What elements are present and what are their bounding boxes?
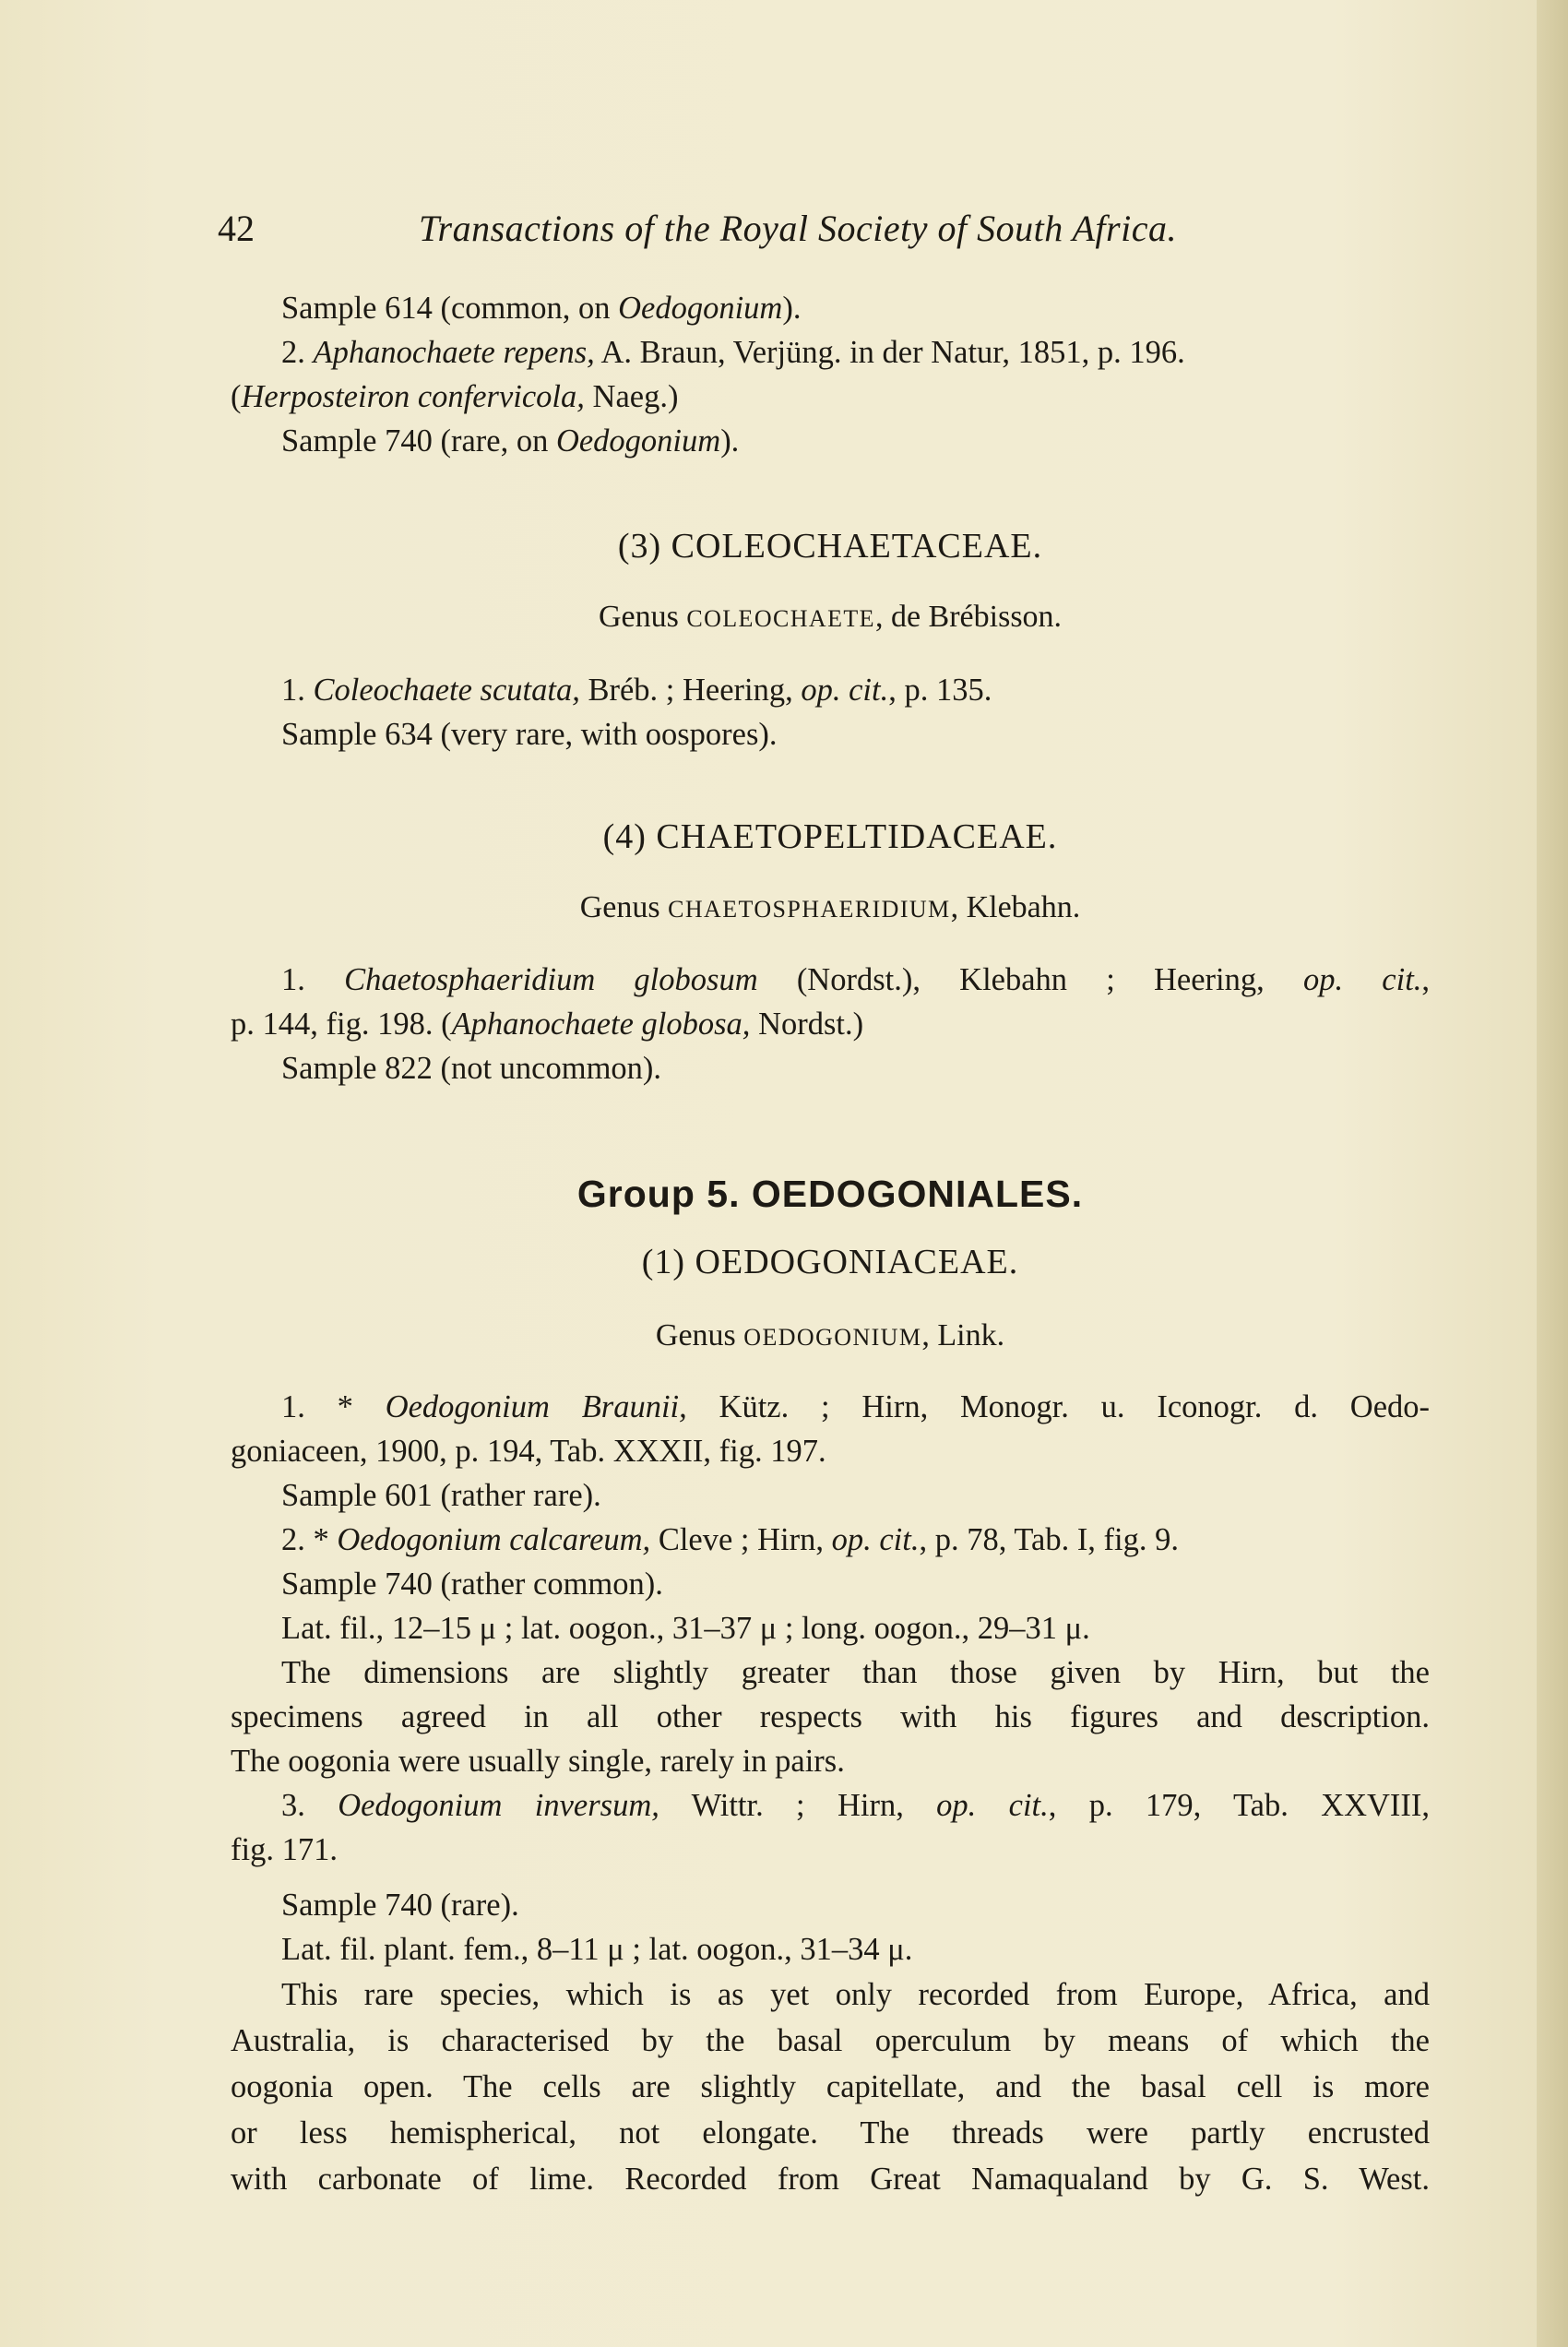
paragraph-line: The oogonia were usually single, rarely in pairs.: [231, 1744, 845, 1779]
text: 3.: [281, 1788, 339, 1823]
sample-line: Sample 601 (rather rare).: [281, 1478, 601, 1513]
running-title: Transactions of the Royal Society of South Africa.: [419, 208, 1177, 249]
genus-heading: [231, 886, 1430, 932]
sample-line: Sample 822 (not uncommon).: [281, 1051, 662, 1086]
text: Genus: [598, 600, 687, 634]
italic-text: op. cit.: [1302, 962, 1422, 997]
text: Sample 614 (common, on: [281, 291, 619, 326]
measurement-line: Lat. fil., 12–15 μ ; lat. oogon., 31–37 μ ; long. oogon., 29–31 μ.: [281, 1611, 1090, 1646]
species-name: Oedogonium inversum,: [338, 1788, 659, 1823]
genus-name: OEDOGONIUM: [743, 1324, 922, 1351]
text: 1. *: [281, 1389, 386, 1424]
paragraph-line: This rare species, which is as yet only recorded from Europe, Africa, and: [281, 1977, 1430, 2012]
italic-text: op. cit.: [936, 1788, 1049, 1823]
sample-line: Sample 740 (rare).: [281, 1888, 519, 1923]
synonym-name: Aphanochaete globosa,: [451, 1007, 751, 1042]
synonym-name: Herposteiron confervicola,: [241, 379, 585, 414]
paragraph-line: or less hemispherical, not elongate. The threads were partly encrusted: [231, 2115, 1430, 2150]
text: 2.: [281, 335, 314, 370]
running-header: [218, 201, 1435, 256]
text: A. Braun, Verjüng. in der Natur, 1851, p. 196.: [594, 335, 1185, 370]
species-entry: [281, 668, 1430, 712]
genus-heading: [231, 595, 1430, 641]
text: , p. 179, Tab. XXVIII,: [1048, 1788, 1430, 1823]
text: 1.: [281, 962, 345, 997]
measurement-line: Lat. fil. plant. fem., 8–11 μ ; lat. oogon., 31–34 μ.: [281, 1932, 913, 1967]
text: Cleve ; Hirn,: [650, 1522, 832, 1557]
text: , p. 78, Tab. I, fig. 9.: [919, 1522, 1180, 1557]
text: , de Brébisson.: [874, 600, 1063, 634]
species-name: Oedogonium Braunii,: [385, 1389, 687, 1424]
sample-line: Sample 634 (very rare, with oospores).: [281, 717, 778, 752]
genus-name: COLEOCHAETE: [686, 605, 875, 632]
italic-text: op. cit.: [831, 1522, 920, 1557]
sample-line: [281, 419, 1430, 463]
genus-name: CHAETOSPHAERIDIUM: [668, 896, 951, 923]
species-entry: [281, 1783, 1430, 1828]
synonym-line: [231, 1002, 1430, 1046]
text: , Link.: [921, 1318, 1005, 1352]
group-heading: Group 5. OEDOGONIALES.: [576, 1173, 1084, 1215]
text: (Nordst.), Klebahn ; Heering,: [757, 962, 1303, 997]
paragraph-line: The dimensions are slightly greater than those given by Hirn, but the: [281, 1655, 1430, 1690]
species-name: Oedogonium calcareum,: [337, 1522, 651, 1557]
page-edge: [1537, 0, 1568, 2347]
text: Nordst.): [750, 1007, 864, 1042]
italic-text: Oedogonium: [618, 291, 783, 326]
text: , p. 135.: [888, 673, 992, 708]
genus-heading: [231, 1314, 1430, 1360]
family-heading: (3) COLEOCHAETACEAE.: [617, 527, 1043, 566]
text: , Klebahn.: [950, 890, 1081, 924]
text: Wittr. ; Hirn,: [659, 1788, 937, 1823]
species-entry: [281, 1385, 1430, 1429]
citation-line: fig. 171.: [231, 1832, 338, 1867]
species-entry: [281, 330, 1430, 375]
text: Genus: [579, 890, 669, 924]
page-number: 42: [218, 208, 255, 249]
text: Genus: [655, 1318, 744, 1352]
paragraph-line: with carbonate of lime. Recorded from Great Namaqualand by G. S. West.: [231, 2162, 1430, 2197]
italic-text: op. cit.: [801, 673, 889, 708]
text: p. 144, fig. 198. (: [231, 1007, 452, 1042]
text: Sample 740 (rare, on: [281, 423, 556, 459]
text: (: [231, 379, 242, 414]
sample-line: [281, 286, 1430, 330]
paragraph-line: specimens agreed in all other respects with his figures and description.: [231, 1699, 1430, 1734]
species-name: Chaetosphaeridium globosum: [344, 962, 758, 997]
species-entry: [281, 1518, 1430, 1562]
paragraph-line: Australia, is characterised by the basal operculum by means of which the: [231, 2023, 1430, 2058]
text: Naeg.): [584, 379, 679, 414]
paragraph-line: oogonia open. The cells are slightly capitellate, and the basal cell is more: [231, 2069, 1430, 2104]
text: ,: [1421, 962, 1431, 997]
citation-line: goniaceen, 1900, p. 194, Tab. XXXII, fig. 197.: [231, 1434, 826, 1469]
text: 1.: [281, 673, 314, 708]
family-heading: (1) OEDOGONIACEAE.: [641, 1243, 1019, 1281]
italic-text: Oedogonium: [555, 423, 721, 459]
sample-line: Sample 740 (rather common).: [281, 1567, 663, 1602]
species-name: Coleochaete scutata,: [313, 673, 580, 708]
text: ).: [782, 291, 802, 326]
text: 2. *: [281, 1522, 338, 1557]
synonym-line: [231, 375, 1430, 419]
species-name: Aphanochaete repens,: [313, 335, 595, 370]
text: Bréb. ; Heering,: [579, 673, 802, 708]
text: ).: [720, 423, 740, 459]
text: Kütz. ; Hirn, Monogr. u. Iconogr. d. Oedo-: [686, 1389, 1430, 1424]
species-entry: [281, 958, 1430, 1002]
family-heading: (4) CHAETOPELTIDACEAE.: [602, 817, 1058, 856]
